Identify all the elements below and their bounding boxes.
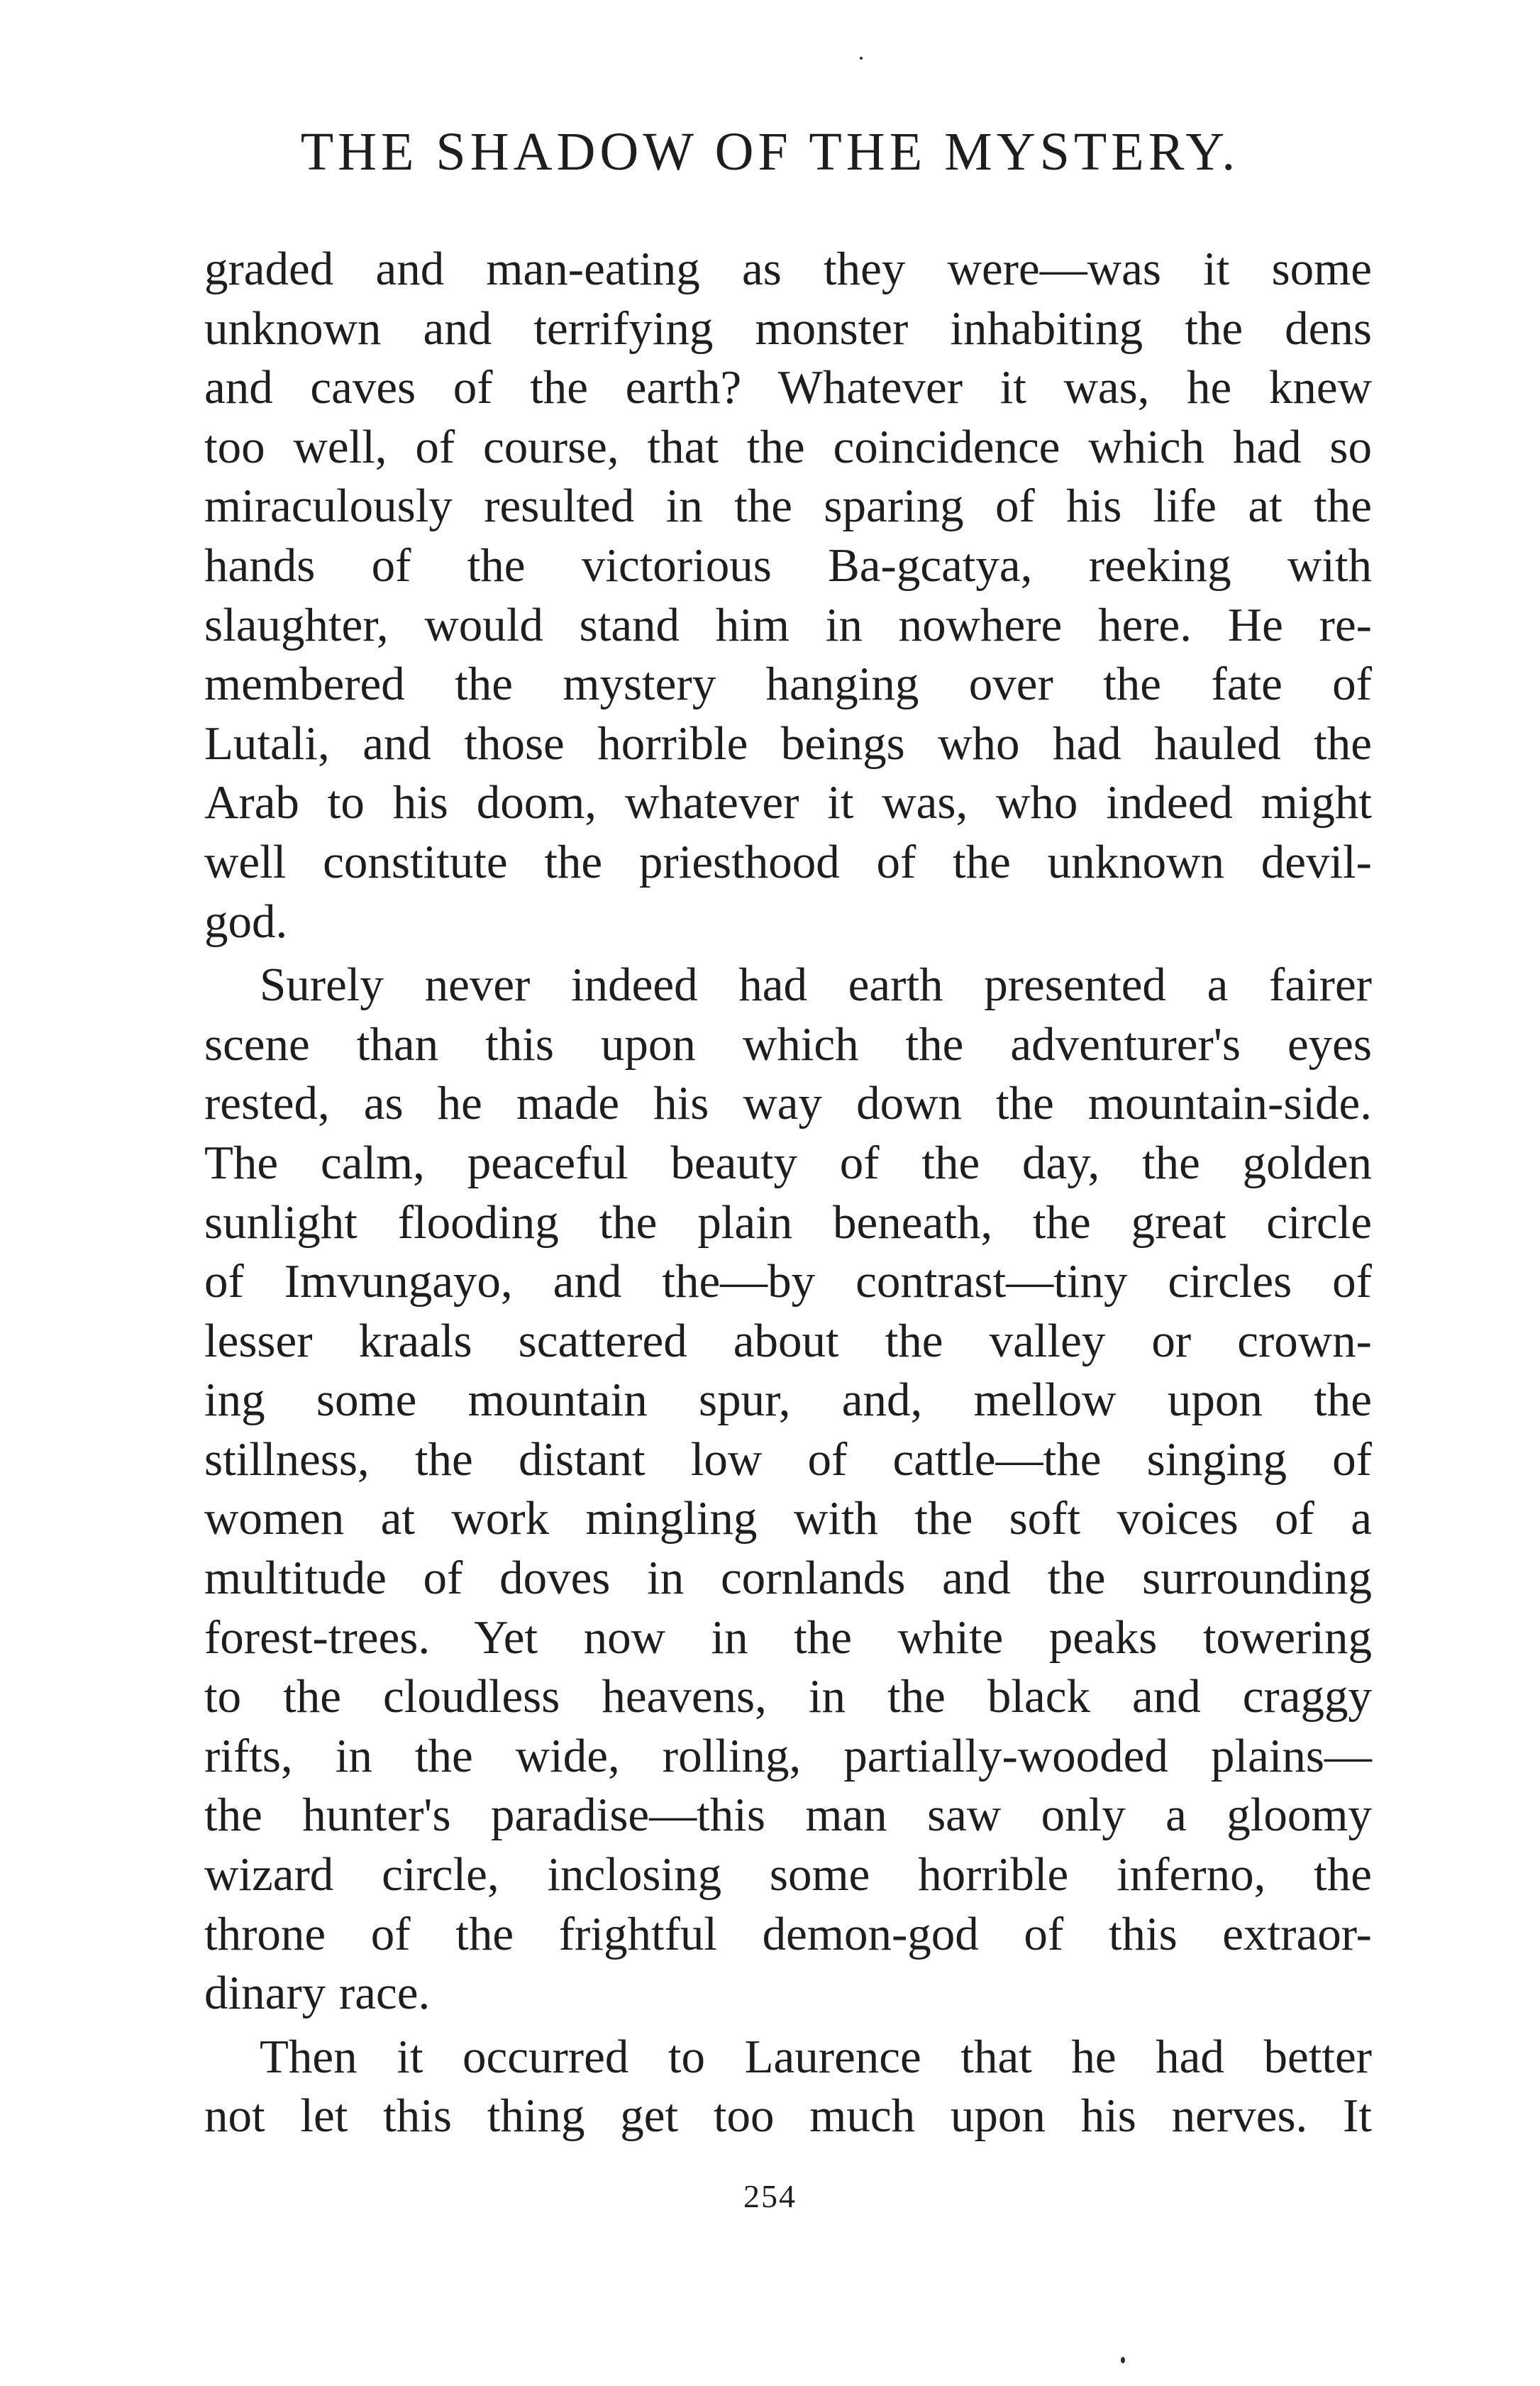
text-line: wizard circle, inclosing some horrible inferno, the bbox=[204, 1848, 1372, 1901]
text-line: sunlight flooding the plain beneath, the great circle bbox=[204, 1195, 1372, 1249]
text-line: not let this thing get too much upon his nerves. It bbox=[204, 2089, 1372, 2143]
text-line: unknown and terrifying monster inhabiting the dens bbox=[204, 302, 1372, 355]
text-line: to the cloudless heavens, in the black and craggy bbox=[204, 1670, 1372, 1723]
text-line: slaughter, would stand him in nowhere here. He re- bbox=[204, 598, 1372, 651]
scan-speck bbox=[1121, 2357, 1125, 2363]
text-line: scene than this upon which the adventurer's eyes bbox=[204, 1017, 1372, 1071]
text-line: too well, of course, that the coincidence which had so bbox=[204, 420, 1372, 473]
text-line: miraculously resulted in the sparing of his life at the bbox=[204, 480, 1372, 533]
body-text bbox=[204, 240, 1372, 2146]
text-line: Then it occurred to Laurence that he had better bbox=[260, 2030, 1372, 2083]
text-line: rested, as he made his way down the mountain-side. bbox=[204, 1077, 1372, 1130]
text-line: lesser kraals scattered about the valley or crown- bbox=[204, 1314, 1372, 1367]
text-line: dinary race. bbox=[204, 1967, 431, 2020]
text-line: the hunter's paradise—this man saw only a gloomy bbox=[204, 1789, 1372, 1842]
text-line: graded and man-eating as they were—was it some bbox=[204, 243, 1372, 295]
scan-speck bbox=[860, 57, 863, 60]
text-line: forest-trees. Yet now in the white peaks towering bbox=[204, 1611, 1372, 1664]
text-line: god. bbox=[204, 895, 288, 948]
text-line: rifts, in the wide, rolling, partially-wooded plains— bbox=[204, 1729, 1372, 1782]
text-line: and caves of the earth? Whatever it was, he knew bbox=[204, 361, 1372, 414]
text-line: Surely never indeed had earth presented a fairer bbox=[260, 959, 1372, 1012]
text-line: well constitute the priesthood of the unknown devil- bbox=[204, 835, 1372, 888]
text-line: Lutali, and those horrible beings who had hauled the bbox=[204, 717, 1372, 770]
text-line: Arab to his doom, whatever it was, who indeed might bbox=[204, 776, 1372, 829]
page-number: 254 bbox=[743, 2178, 797, 2214]
text-line: women at work mingling with the soft voices of a bbox=[204, 1492, 1372, 1545]
text-line: hands of the victorious Ba-gcatya, reeking with bbox=[204, 538, 1372, 592]
text-line: ing some mountain spur, and, mellow upon the bbox=[204, 1374, 1372, 1427]
paragraph bbox=[204, 240, 1372, 951]
running-head: THE SHADOW OF THE MYSTERY. bbox=[300, 122, 1240, 182]
paragraph bbox=[204, 2028, 1372, 2146]
text-line: The calm, peaceful beauty of the day, the golden bbox=[204, 1136, 1372, 1189]
text-line: of Imvungayo, and the—by contrast—tiny circles of bbox=[204, 1255, 1372, 1308]
text-line: membered the mystery hanging over the fate of bbox=[204, 658, 1372, 711]
text-line: multitude of doves in cornlands and the surrounding bbox=[204, 1552, 1372, 1605]
text-line: throne of the frightful demon-god of this extraor- bbox=[204, 1907, 1372, 1960]
text-line: stillness, the distant low of cattle—the singing of bbox=[204, 1432, 1372, 1486]
paragraph bbox=[204, 956, 1372, 2023]
